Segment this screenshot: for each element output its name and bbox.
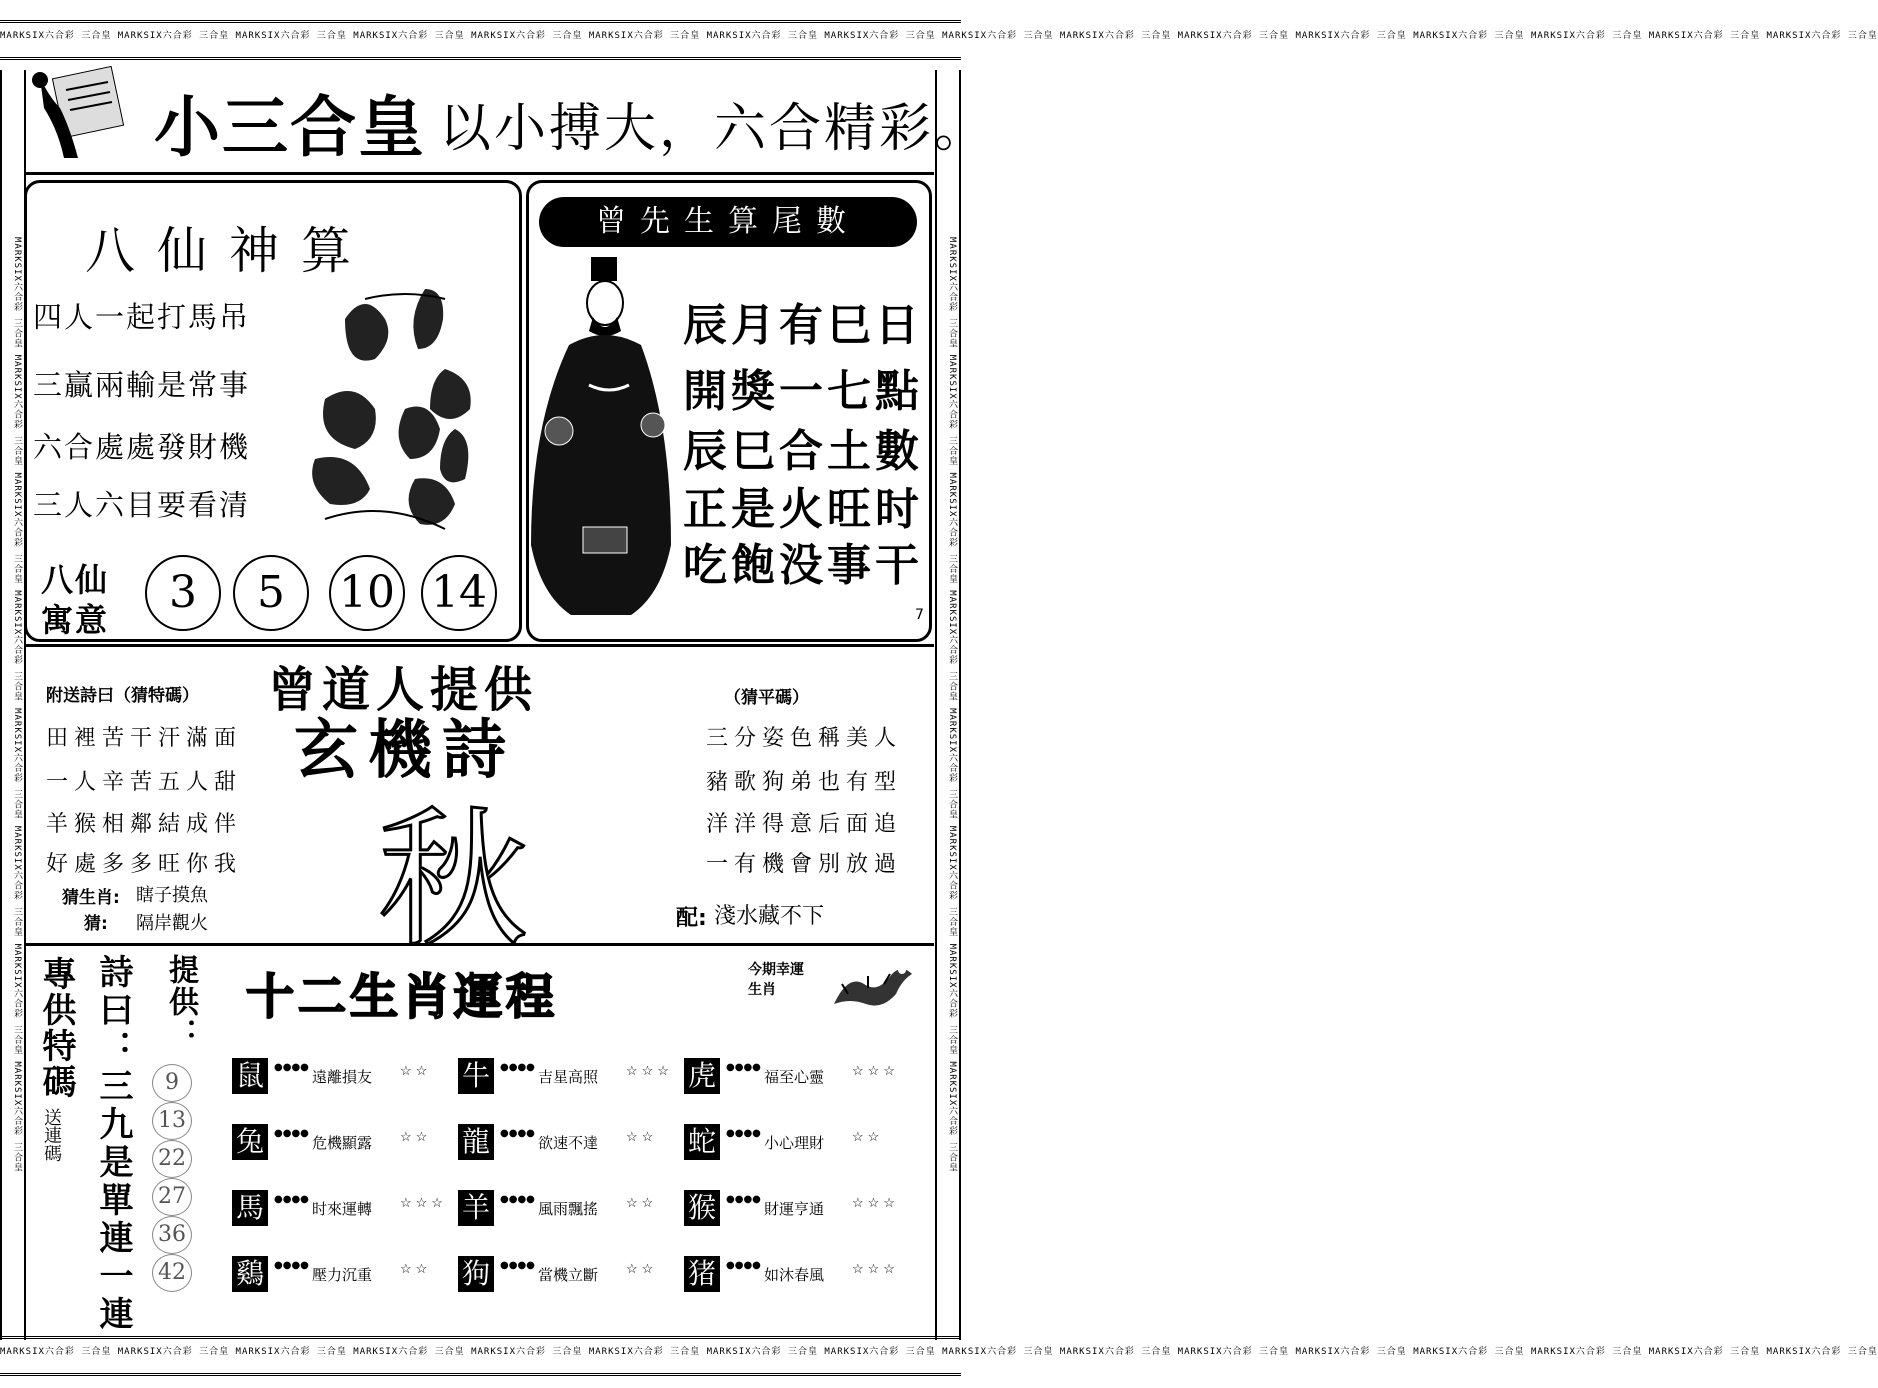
zodiac-item: [232, 1116, 452, 1176]
poem-left-label: 附送詩曰（猜特碼）: [46, 686, 199, 706]
zeng-line-5: 吃飽没事干: [683, 540, 923, 591]
baxian-line-1: 四人一起打馬吊: [33, 300, 251, 334]
poem-right-line-3: 洋洋得意后面追: [706, 812, 903, 837]
poem-headline-top: 曾道人提供: [268, 662, 539, 718]
poem-right-line-2: 豬歌狗弟也有型: [706, 770, 903, 795]
star-rating-icon: ☆☆: [626, 1196, 658, 1211]
zeng-line-2: 開獎一七點: [683, 366, 923, 417]
zeng-title: 曾先生算尾數: [539, 197, 917, 247]
poem-section: [24, 644, 934, 968]
dragon-icon: [828, 954, 918, 1024]
zodiac-animal: 羊: [458, 1190, 494, 1226]
dots-icon: ●●●●: [274, 1062, 309, 1073]
baxian-number: 10: [329, 555, 405, 631]
dots-icon: ●●●●: [500, 1194, 535, 1205]
zodiac-animal: 牛: [458, 1058, 494, 1094]
zodiac-item: [458, 1182, 678, 1242]
star-rating-icon: ☆☆☆: [626, 1064, 673, 1079]
zodiac-animal: 鼠: [232, 1058, 268, 1094]
zodiac-fortune: 當機立斷: [538, 1266, 599, 1284]
baxian-panel: [24, 180, 522, 642]
zodiac-animal: 兔: [232, 1124, 268, 1160]
special-code-panel: [24, 944, 206, 1334]
dots-icon: ●●●●: [500, 1260, 535, 1271]
special-number: 42: [152, 1254, 192, 1292]
eight-immortals-illustration: [305, 279, 505, 549]
poem-right-line-4: 一有機會別放過: [706, 852, 903, 877]
slogan: 以小搏大，六合精彩。: [439, 99, 990, 159]
zodiac-animal: 蛇: [684, 1124, 720, 1160]
zodiac-animal: 馬: [232, 1190, 268, 1226]
zodiac-panel: [212, 944, 934, 1334]
baxian-title: 八仙神算: [85, 222, 373, 280]
baxian-label-top: 八仙: [41, 561, 110, 599]
special-col1: 專供特碼: [36, 956, 76, 1100]
zodiac-animal: 猪: [684, 1256, 720, 1292]
dots-icon: ●●●●: [274, 1128, 309, 1139]
poem-right-line-1: 三分姿色稱美人: [706, 726, 903, 751]
brand-title: 小三合皇: [154, 89, 426, 166]
zodiac-fortune: 財運亨通: [764, 1200, 825, 1218]
zodiac-fortune: 遠離損友: [312, 1068, 373, 1086]
baxian-number: 3: [145, 555, 221, 631]
special-number: 9: [152, 1064, 192, 1102]
star-rating-icon: ☆☆: [626, 1262, 658, 1277]
zodiac-fortune: 壓力沉重: [312, 1266, 373, 1284]
zodiac-item: [458, 1050, 678, 1110]
dots-icon: ●●●●: [274, 1260, 309, 1271]
star-rating-icon: ☆☆☆: [852, 1196, 899, 1211]
special-number: 13: [152, 1102, 192, 1140]
zeng-line-1: 辰月有巳日: [683, 300, 923, 351]
special-number: 36: [152, 1216, 192, 1254]
zodiac-item: [232, 1050, 452, 1110]
special-col3: 提供：: [163, 954, 198, 1050]
zeng-panel: [526, 180, 932, 642]
header-illustration: [30, 68, 130, 163]
star-rating-icon: ☆☆☆: [852, 1064, 899, 1079]
zodiac-item: [684, 1050, 904, 1110]
zodiac-item: [232, 1182, 452, 1242]
poem-right-label: （猜平碼）: [724, 688, 809, 708]
zodiac-animal: 龍: [458, 1124, 494, 1160]
poem-center-char: 秋: [378, 794, 529, 968]
baxian-line-2: 三贏兩輸是常事: [33, 368, 251, 402]
left-frame-border: MARKSIX六合彩 三合皇 MARKSIX六合彩 三合皇 MARKSIX六合彩 三合皇 MARKSIX六合彩 三合皇 MARKSIX六合彩 三合皇 MARKSIX六合彩 三合皇 MARKSIX六合彩 三合皇 MARKSIX六合彩 三合皇: [0, 70, 26, 1340]
dots-icon: ●●●●: [726, 1128, 761, 1139]
top-frame-border: MARKSIX六合彩 三合皇 MARKSIX六合彩 三合皇 MARKSIX六合彩 三合皇 MARKSIX六合彩 三合皇 MARKSIX六合彩 三合皇 MARKSIX六合彩 三合皇 MARKSIX六合彩 三合皇 MARKSIX六合彩 三合皇 MARKSIX六合彩 三合皇 MARKSIX六合彩 三合皇 MARKSIX六合彩 三合皇 MARKSIX六合彩 三合皇 MARKSIX六合彩 三合皇 MARKSIX六合彩 三合皇 MARKSIX六合彩 三合皇 MARKSIX六合彩 三合皇: [0, 20, 961, 60]
zeng-line-4: 正是火旺时: [683, 484, 923, 535]
bottom-frame-border: MARKSIX六合彩 三合皇 MARKSIX六合彩 三合皇 MARKSIX六合彩 三合皇 MARKSIX六合彩 三合皇 MARKSIX六合彩 三合皇 MARKSIX六合彩 三合皇 MARKSIX六合彩 三合皇 MARKSIX六合彩 三合皇 MARKSIX六合彩 三合皇 MARKSIX六合彩 三合皇 MARKSIX六合彩 三合皇 MARKSIX六合彩 三合皇 MARKSIX六合彩 三合皇 MARKSIX六合彩 三合皇 MARKSIX六合彩 三合皇 MARKSIX六合彩 三合皇: [0, 1336, 961, 1376]
guess-text: 隔岸觀火: [136, 913, 208, 934]
poem-left-line-3: 羊猴相鄰結成伴: [46, 812, 243, 837]
dots-icon: ●●●●: [500, 1062, 535, 1073]
zodiac-animal: 狗: [458, 1256, 494, 1292]
zodiac-item: [458, 1248, 678, 1308]
poem-left-line-4: 好處多多旺你我: [46, 852, 243, 877]
star-rating-icon: ☆☆: [400, 1262, 432, 1277]
zeng-line-3: 辰巳合土數: [683, 426, 923, 477]
baxian-number: 5: [233, 555, 309, 631]
zodiac-fortune: 如沐春風: [764, 1266, 825, 1284]
guess-zodiac-label: 猜生肖:: [62, 888, 120, 908]
zodiac-animal: 鷄: [232, 1256, 268, 1292]
zodiac-fortune: 風雨飄搖: [538, 1200, 599, 1218]
dots-icon: ●●●●: [726, 1260, 761, 1271]
zodiac-fortune: 危機顯露: [312, 1134, 373, 1152]
baxian-number: 14: [421, 555, 497, 631]
poem-left-line-1: 田裡苦干汗滿面: [46, 726, 243, 751]
special-col1-sub: 送連碼: [41, 1108, 62, 1162]
zodiac-title: 十二生肖運程: [246, 969, 559, 1025]
zodiac-fortune: 小心理財: [764, 1134, 825, 1152]
zodiac-fortune: 时來運轉: [312, 1200, 373, 1218]
dots-icon: ●●●●: [500, 1128, 535, 1139]
poem-left-line-2: 一人辛苦五人甜: [46, 770, 243, 795]
lucky-zodiac-label: 今期幸運生肖: [748, 962, 804, 998]
star-rating-icon: ☆☆: [852, 1130, 884, 1145]
special-number: 27: [152, 1178, 192, 1216]
star-rating-icon: ☆☆☆: [852, 1262, 899, 1277]
zodiac-item: [684, 1182, 904, 1242]
right-frame-border: MARKSIX六合彩 三合皇 MARKSIX六合彩 三合皇 MARKSIX六合彩 三合皇 MARKSIX六合彩 三合皇 MARKSIX六合彩 三合皇 MARKSIX六合彩 三合皇 MARKSIX六合彩 三合皇 MARKSIX六合彩 三合皇: [935, 70, 961, 1340]
star-rating-icon: ☆☆: [400, 1064, 432, 1079]
dots-icon: ●●●●: [726, 1062, 761, 1073]
zodiac-animal: 猴: [684, 1190, 720, 1226]
zodiac-item: [684, 1116, 904, 1176]
zodiac-fortune: 欲速不達: [538, 1134, 599, 1152]
star-rating-icon: ☆☆: [626, 1130, 658, 1145]
guess-zodiac: 瞎子摸魚: [136, 885, 208, 906]
zodiac-item: [232, 1248, 452, 1308]
pair-text: 淺水藏不下: [714, 904, 825, 929]
zeng-corner-mark: 7: [915, 607, 924, 623]
star-rating-icon: ☆☆☆: [400, 1196, 447, 1211]
dots-icon: ●●●●: [274, 1194, 309, 1205]
star-rating-icon: ☆☆: [400, 1130, 432, 1145]
special-number: 22: [152, 1140, 192, 1178]
zodiac-fortune: 福至心靈: [764, 1068, 825, 1086]
baxian-label-bottom: 寓意: [41, 601, 110, 639]
scholar-illustration: [529, 255, 679, 631]
special-col2: 詩曰：三九是單連一連: [93, 954, 133, 1334]
pair-label: 配:: [676, 906, 707, 931]
poem-headline-main: 玄機詩: [294, 714, 516, 788]
zodiac-item: [458, 1116, 678, 1176]
zodiac-fortune: 吉星高照: [538, 1068, 599, 1086]
baxian-line-4: 三人六目要看清: [33, 488, 251, 522]
guess-label: 猜:: [84, 914, 108, 934]
zodiac-animal: 虎: [684, 1058, 720, 1094]
zodiac-grid: [232, 1050, 932, 1330]
dots-icon: ●●●●: [726, 1194, 761, 1205]
header: [24, 62, 990, 175]
zodiac-item: [684, 1248, 904, 1308]
baxian-line-3: 六合處處發財機: [33, 430, 251, 464]
